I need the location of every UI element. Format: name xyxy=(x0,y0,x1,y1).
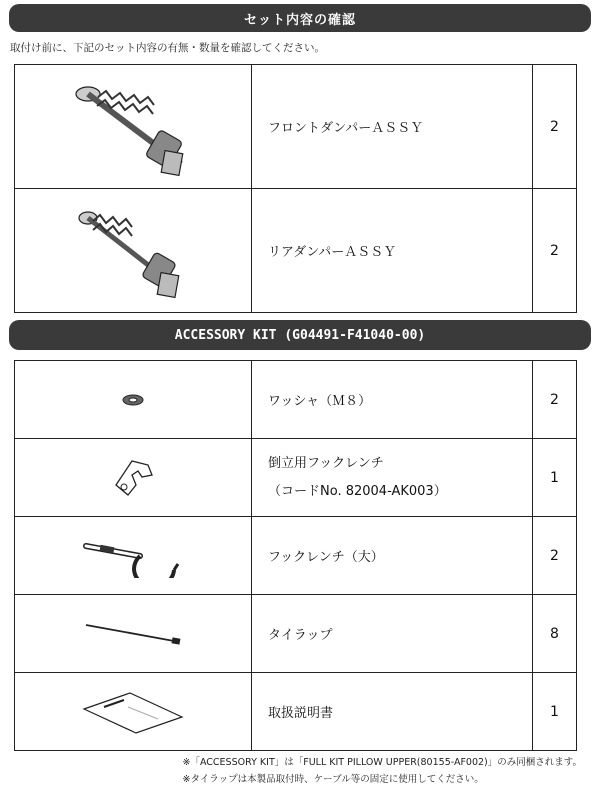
item-qty: 1 xyxy=(533,439,577,517)
table-row xyxy=(15,439,577,517)
main-items-table xyxy=(14,64,577,313)
table-row xyxy=(15,65,577,189)
intro-text: 取付け前に、下記のセット内容の有無・数量を確認してください。 xyxy=(10,42,325,54)
item-name: タイラップ xyxy=(252,595,533,673)
item-name: フックレンチ（大） xyxy=(252,517,533,595)
accessory-kit-title: ACCESSORY KIT (G04491-F41040-00) xyxy=(174,327,426,343)
item-name: 倒立用フックレンチ xyxy=(268,455,384,471)
accessory-items-table xyxy=(14,360,577,751)
footnote: ※タイラップは本製品取付時、ケーブル等の固定に使用してください。 xyxy=(182,774,484,785)
item-qty: 2 xyxy=(533,65,577,189)
front-damper-icon xyxy=(63,72,203,182)
table-row xyxy=(15,595,577,673)
item-qty: 1 xyxy=(533,673,577,751)
item-qty: 8 xyxy=(533,595,577,673)
item-qty: 2 xyxy=(533,189,577,313)
item-qty: 2 xyxy=(533,517,577,595)
manual-icon xyxy=(78,687,188,737)
section-header-accessory-kit xyxy=(9,320,591,350)
inverted-hook-wrench-icon xyxy=(108,455,158,501)
table-row xyxy=(15,673,577,751)
item-name: ワッシャ（Ｍ８） xyxy=(252,361,533,439)
section-title: セット内容の確認 xyxy=(243,12,356,28)
item-name: フロントダンパーＡＳＳＹ xyxy=(252,65,533,189)
section-header-set-contents xyxy=(9,4,591,32)
item-code: （コードNo. 82004-AK003） xyxy=(268,483,447,499)
item-name: リアダンパーＡＳＳＹ xyxy=(252,189,533,313)
item-name: 取扱説明書 xyxy=(252,673,533,751)
footnotes xyxy=(183,754,583,788)
cable-tie-icon xyxy=(78,619,188,649)
rear-damper-icon xyxy=(63,196,203,306)
item-qty: 2 xyxy=(533,361,577,439)
footnote: ※「ACCESSORY KIT」は「FULL KIT PILLOW UPPER(80155-AF002)」のみ同梱されます。 xyxy=(182,757,582,768)
table-row xyxy=(15,189,577,313)
table-row xyxy=(15,361,577,439)
hook-wrench-icon xyxy=(78,534,188,578)
table-row xyxy=(15,517,577,595)
washer-icon xyxy=(118,390,148,410)
